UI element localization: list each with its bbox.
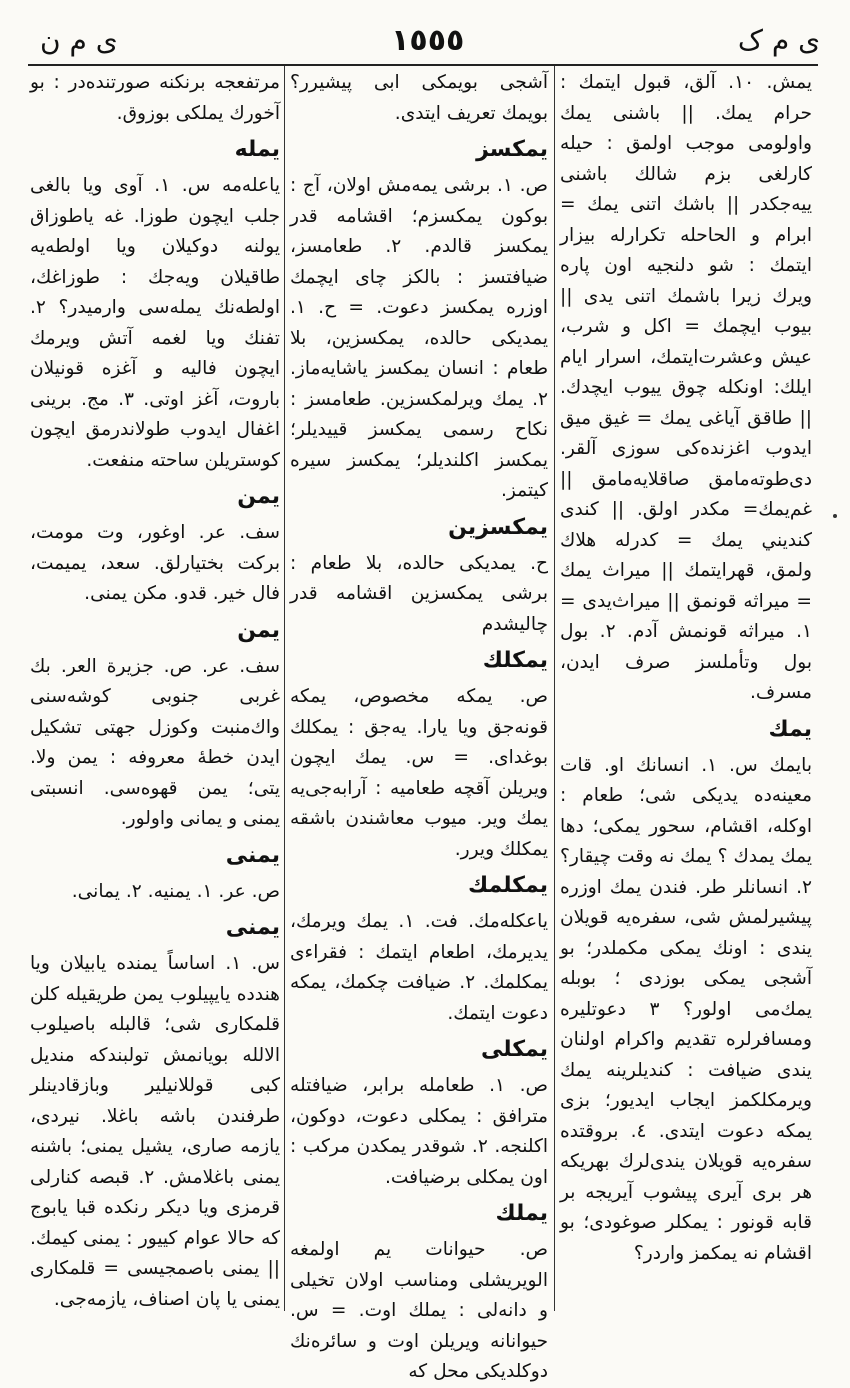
entry-text: آشجى بويمكى ابى پيشيرر؟ بويمك تعريف ايتدى. bbox=[290, 72, 548, 124]
column-divider bbox=[554, 66, 555, 1311]
entry-headword: يمنى bbox=[225, 842, 280, 868]
entry-headword: يمكسزين bbox=[448, 514, 548, 540]
entry-text: سف. عر. ص. جزيرة العر. بك غربى جنوبى كوشه‌سنى واك‌منبت وكوزل جهتى تشكيل ايدن خطهٔ معروفه : يمن ولا. يتى؛ يمن قهوه‌سى. انسبتى يمنى و يمانى واولور. bbox=[30, 655, 280, 829]
margin-dot bbox=[833, 514, 837, 518]
entry-headword: يمكسز bbox=[476, 137, 548, 162]
entry-headword: يمك bbox=[768, 716, 812, 742]
entry-text: س. ١. اساساً يمنده يابيلان ويا هندده يايپيلوب يمن طريقيله كلن قلمكارى شى؛ قالبله باصيلوب الالله بويانمش تولبندكه منديل كبى قوللانيلير وبازقادينلر طرفندن باشه باغلا. نيردى، يازمه صارى، يشيل يمنى؛ باشنه يمنى باغلامش. ٢. قبصه كنارلى قرمزى ويا ديكر رنكده قبا يابوج كه حالا عوام كييور : يمنى كيمك. || يمنى باصمجيسى = قلمكارى يمنى يا پان اصناف، يازمه‌جى. bbox=[30, 953, 280, 1310]
column-right bbox=[560, 68, 812, 1308]
page-header bbox=[40, 20, 820, 60]
entry-headword: يمكلمك bbox=[467, 873, 548, 898]
entry-text: بايمك س. ١. انسانك او. قات معينه‌ده يديكى شى؛ طعام : اوكله، اقشام، سحور يمكى؛ دها يمك يمدك ؟ يمك نه وقت چيقار؟ ٢. انسانلر طر. فندن يمك اوزره پيشيرلمش شى، سفره‌يه قويلان يندى : اونك يمكى مكملدر؛ بو آشجى يمكى بوزدى ؛ بوبله يمك‌مى اولور؟ ٣ دعوتليره ومسافرلره تقديم واكرام اولنان يندى ضيافت : كنديلرينه يمك ويرمكلكمز ايجاب ايديور؛ بزى يمكه دعوت ايتدى. ٤. بروقتده سفره‌يه قويلان يندى‌لرك بهريكه هر برى آيرى پيشوب آيريجه بر قابه قونور : يمكلر صوغودى؛ بو اقشام نه يمكمز واردر؟ bbox=[560, 754, 812, 1264]
entry-text: ياعله‌مه س. ١. آوى ويا بالغى جلب ايچون طوزا. غه ياطوزاق يولنه دوكيلان ويا اولطه‌يه طاقيلان ويه‌جك : طوزاغك، اولطه‌نك يمله‌سى وارميدر؟ ٢. تفنك ويا لغمه آتش ويرمك ايچون فاليه و آغزه قونيلان باروت، آغز اوتى. ٣. مج. برينى اغفال ايدوب طولاندرمق ايچون كوستريلن ساحته منفعت. bbox=[30, 175, 280, 471]
entry-headword: يمكلى bbox=[480, 1037, 548, 1062]
entry-text: ياعكله‌مك. فت. ١. يمك ويرمك، يديرمك، اطعام ايتمك : فقراءى يمكلمك. ٢. ضيافت چكمك، يمكه دعوت ايتمك. bbox=[290, 911, 548, 1024]
entry-text: ص. ١. طعامله برابر، ضيافتله مترافق : يمكلى دعوت، دوكون، اكلنجه. ٢. شوقدر يمكدن مركب : اون يمكلى برضيافت. bbox=[290, 1075, 548, 1188]
entry-headword: يمكلك bbox=[482, 648, 548, 673]
entry-text: ح. يمديكى حالده، بلا طعام : برشى يمكسزين اقشامه قدر چاليشدم bbox=[290, 552, 548, 635]
entry-text: ص. عر. ١. يمنيه. ٢. يمانى. bbox=[71, 880, 280, 902]
header-rule bbox=[28, 64, 818, 66]
entry-text: مرتفعجه برنكنه صورتنده‌در : بو آخورك يملكى بوزوق. bbox=[30, 72, 280, 124]
entry-headword: يمنى bbox=[225, 915, 280, 940]
entry-text: ص. حيوانات يم اولمغه الويريشلى ومناسب اولان تخيلى و دانه‌لى : يملك اوت. = س. حيوانانه ويريلن اوت و سائره‌نك دوكلديكى محل كه bbox=[290, 1239, 548, 1382]
column-left bbox=[30, 68, 280, 1308]
entry-text: ص. يمكه مخصوص، يمكه قونه‌جق ويا يارا. يه‌جق : يمكلك بوغداى. = س. يمك ايچون ويريلن آقچه طعاميه : آرابه‌جى‌يه يمك وير. ميوب معاشندن باشقه يمكلك ويرر. bbox=[290, 686, 548, 860]
entry-headword: يمله bbox=[234, 137, 280, 162]
entry-text: يمش. ١٠. آلق، قبول ايتمك : حرام يمك. || باشنى يمك واولومى موجب اولمق : حيله كارلغى بزم شالك باشنى ييه‌جكدر || باشك اتنى يمك = ابرام و الحاحله تكرارله بيزار ايتمك : شو دلنجيه اون پاره ويرك زيرا باشمك اتنى يدى || بيوب ايچمك = اكل و شرب، عيش وعشرت‌ايتمك، اسرار ايام ايلك: اونكله چوق ييوب ايچدك. || طاقق آياغى يمك = غيق ميق ايدوب اغزنده‌كى سوزى آلقر. دى‌طوته‌مامق صاقلايه‌مامق || غم‌يمك= مكدر اولق. || كندى كنديني يمك = كدرله هلاك ولمق، قهرايتمك || ميراث يمك = ميراثه قونمق || ميراث‌يدى = ١. ميراثه قونمش آدم. ٢. بول بول وتأملسز صرف ايدن، مسرف. bbox=[560, 72, 812, 703]
entry-headword: يمن bbox=[237, 617, 280, 643]
header-right-letters: ی م ک bbox=[737, 23, 820, 57]
entry-text: ص. ١. برشى يمه‌مش اولان، آج : بوكون يمكسزم؛ اقشامه قدر يمكسز قالدم. ٢. طعامسز، ضيافتسز : بالكز چاى ايچمك اوزره يمكسز دعوت. = ح. ١. يمديكى حالده، يمكسزين، بلا طعام : انسان يمكسز ياشايه‌ماز. ٢. يمك ويرلمكسزين. طعامسز : نكاح رسمى يمكسز قييديلر؛ يمكسز اكلنديلر؛ يمكسز سيره كيتمز. bbox=[290, 175, 549, 501]
page-number: ١٥٥٥ bbox=[391, 22, 465, 58]
column-middle bbox=[290, 68, 549, 1382]
header-left-letters: ی م ن bbox=[40, 23, 118, 57]
column-divider bbox=[284, 66, 285, 1311]
entry-text: سف. عر. اوغور، وت مومت، بركت بختيارلق. سعد، يميمت، فال خير. قدو. مكن يمنى. bbox=[30, 522, 280, 604]
entry-headword: يملك bbox=[495, 1201, 548, 1226]
entry-headword: يمن bbox=[237, 484, 280, 509]
